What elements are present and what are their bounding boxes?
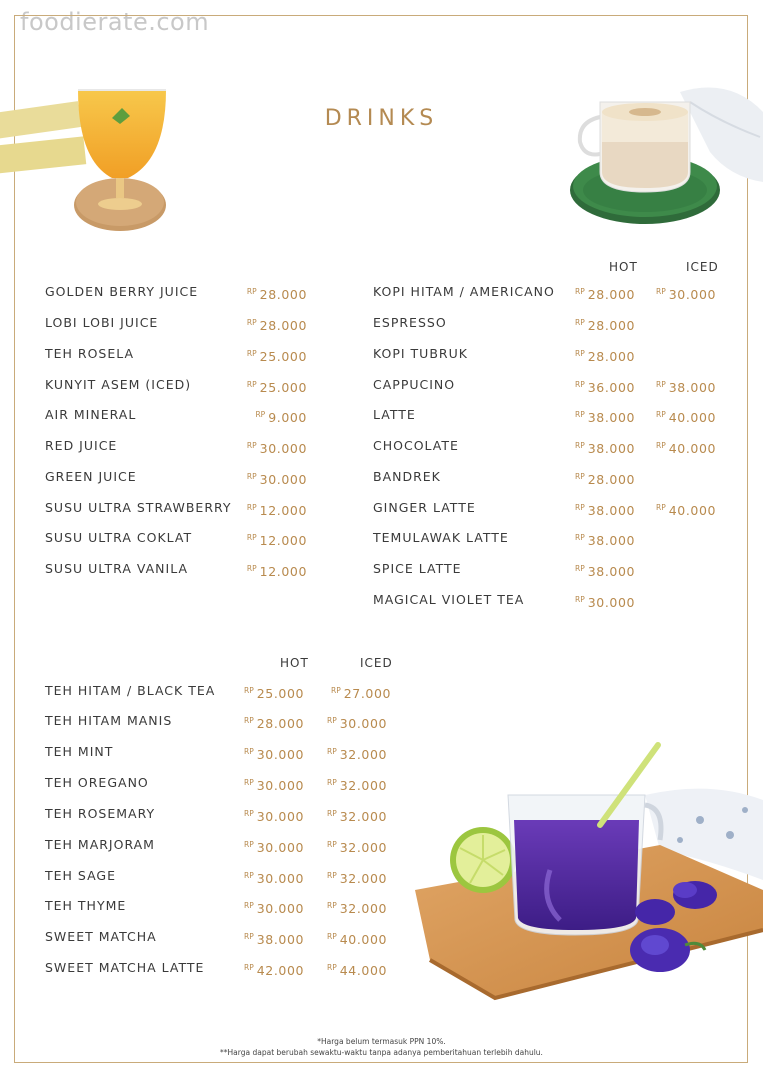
price-value: 28.000	[259, 287, 307, 302]
price-value: 32.000	[339, 901, 388, 916]
currency-label: RP	[246, 503, 257, 512]
menu-item	[45, 866, 395, 886]
iced-price	[327, 896, 387, 919]
menu-item	[373, 405, 723, 425]
hot-price	[244, 835, 304, 858]
price-value: 30.000	[587, 595, 636, 610]
currency-label: RP	[327, 932, 337, 941]
currency-label: RP	[246, 318, 257, 327]
menu-item	[45, 742, 395, 762]
iced-price	[327, 742, 387, 765]
price-value: 38.000	[587, 441, 636, 456]
price-value: 28.000	[587, 349, 636, 364]
currency-label: RP	[575, 318, 585, 327]
currency-label: RP	[327, 809, 337, 818]
menu-item	[45, 559, 310, 579]
price-value: 9.000	[268, 410, 307, 425]
price-value: 40.000	[339, 932, 388, 947]
currency-label: RP	[244, 809, 254, 818]
menu-item	[373, 344, 723, 364]
item-name: KUNYIT ASEM (ICED)	[45, 377, 192, 392]
hot-price	[575, 528, 635, 551]
hot-price	[244, 896, 304, 919]
item-name: SUSU ULTRA COKLAT	[45, 530, 193, 545]
tax-footnote: *Harga belum termasuk PPN 10%.	[317, 1037, 446, 1046]
item-name: TEH THYME	[45, 898, 127, 913]
price-value: 25.000	[256, 686, 305, 701]
currency-label: RP	[575, 503, 585, 512]
hot-price	[575, 467, 635, 490]
hot-price	[244, 804, 304, 827]
item-name: TEH MINT	[45, 744, 114, 759]
price-value: 30.000	[668, 287, 717, 302]
price-value: 30.000	[339, 716, 388, 731]
price-value: 32.000	[339, 840, 388, 855]
iced-price	[327, 866, 387, 889]
price-value: 25.000	[259, 349, 307, 364]
hot-price	[575, 590, 635, 613]
menu-item	[45, 436, 310, 456]
item-price	[247, 344, 307, 367]
currency-label: RP	[246, 349, 257, 358]
currency-label: RP	[244, 716, 254, 725]
hot-price	[244, 927, 304, 950]
item-price	[247, 375, 307, 398]
menu-item	[45, 498, 310, 518]
hot-price	[244, 958, 304, 981]
iced-price	[656, 498, 716, 521]
price-value: 27.000	[343, 686, 392, 701]
price-value: 12.000	[259, 533, 307, 548]
currency-label: RP	[575, 564, 585, 573]
menu-item	[373, 282, 723, 302]
item-name: GINGER LATTE	[373, 500, 476, 515]
price-value: 30.000	[256, 778, 305, 793]
item-price	[247, 436, 307, 459]
price-value: 38.000	[256, 932, 305, 947]
item-name: CAPPUCINO	[373, 377, 456, 392]
hot-price	[244, 742, 304, 765]
hot-price	[244, 681, 304, 704]
menu-item	[45, 773, 395, 793]
hot-price	[575, 498, 635, 521]
iced-price	[656, 436, 716, 459]
price-value: 40.000	[668, 441, 717, 456]
iced-price	[327, 835, 387, 858]
currency-label: RP	[575, 380, 585, 389]
menu-item	[45, 804, 395, 824]
price-value: 42.000	[256, 963, 305, 978]
currency-label: RP	[656, 503, 666, 512]
currency-label: RP	[244, 686, 254, 695]
item-name: BANDREK	[373, 469, 441, 484]
hot-price	[244, 866, 304, 889]
item-name: TEMULAWAK LATTE	[373, 530, 509, 545]
price-value: 38.000	[587, 564, 636, 579]
currency-label: RP	[246, 380, 257, 389]
item-name: SWEET MATCHA LATTE	[45, 960, 205, 975]
menu-title: DRINKS	[324, 106, 439, 131]
currency-label: RP	[656, 441, 666, 450]
price-change-footnote: **Harga dapat berubah sewaktu-waktu tanpa adanya pemberitahuan terlebih dahulu.	[220, 1048, 543, 1057]
currency-label: RP	[575, 472, 585, 481]
watermark: foodierate.com	[20, 8, 210, 36]
currency-label: RP	[575, 595, 585, 604]
item-name: GOLDEN BERRY JUICE	[45, 284, 199, 299]
item-price	[247, 528, 307, 551]
iced-price	[331, 681, 391, 704]
price-value: 30.000	[256, 901, 305, 916]
menu-item	[45, 835, 395, 855]
menu-item	[45, 467, 310, 487]
menu-item	[45, 896, 395, 916]
item-name: MAGICAL VIOLET TEA	[373, 592, 525, 607]
currency-label: RP	[244, 963, 254, 972]
item-name: AIR MINERAL	[45, 407, 137, 422]
menu-item	[373, 498, 723, 518]
price-value: 30.000	[256, 871, 305, 886]
iced-price	[327, 804, 387, 827]
price-value: 32.000	[339, 778, 388, 793]
price-value: 38.000	[587, 503, 636, 518]
currency-label: RP	[656, 287, 666, 296]
menu-item	[45, 313, 310, 333]
price-value: 12.000	[259, 564, 307, 579]
currency-label: RP	[327, 963, 337, 972]
currency-label: RP	[327, 901, 337, 910]
iced-price	[327, 927, 387, 950]
currency-label: RP	[246, 533, 257, 542]
item-name: KOPI HITAM / AMERICANO	[373, 284, 555, 299]
price-value: 32.000	[339, 871, 388, 886]
currency-label: RP	[244, 840, 254, 849]
price-value: 28.000	[587, 318, 636, 333]
coffee-hot-header: HOT	[609, 260, 638, 274]
menu-item	[373, 528, 723, 548]
price-value: 28.000	[587, 472, 636, 487]
menu-item	[45, 958, 395, 978]
currency-label: RP	[575, 410, 585, 419]
price-value: 36.000	[587, 380, 636, 395]
menu-item	[373, 375, 723, 395]
hot-price	[575, 405, 635, 428]
item-name: TEH ROSELA	[45, 346, 135, 361]
item-price	[247, 498, 307, 521]
iced-price	[656, 282, 716, 305]
item-name: SWEET MATCHA	[45, 929, 157, 944]
menu-item	[373, 467, 723, 487]
item-name: ESPRESSO	[373, 315, 447, 330]
iced-price	[656, 405, 716, 428]
item-name: LOBI LOBI JUICE	[45, 315, 159, 330]
menu-item	[373, 590, 723, 610]
currency-label: RP	[656, 410, 666, 419]
item-name: TEH HITAM MANIS	[45, 713, 173, 728]
currency-label: RP	[327, 716, 337, 725]
item-name: TEH SAGE	[45, 868, 116, 883]
coffee-iced-header: ICED	[686, 260, 719, 274]
currency-label: RP	[327, 871, 337, 880]
hot-price	[244, 773, 304, 796]
price-value: 28.000	[256, 716, 305, 731]
item-name: RED JUICE	[45, 438, 118, 453]
item-name: KOPI TUBRUK	[373, 346, 468, 361]
currency-label: RP	[331, 686, 341, 695]
item-name: TEH ROSEMARY	[45, 806, 156, 821]
menu-item	[45, 681, 395, 701]
price-value: 12.000	[259, 503, 307, 518]
hot-price	[244, 711, 304, 734]
price-value: 28.000	[259, 318, 307, 333]
currency-label: RP	[244, 747, 254, 756]
currency-label: RP	[246, 564, 257, 573]
price-value: 32.000	[339, 747, 388, 762]
item-name: GREEN JUICE	[45, 469, 137, 484]
price-value: 44.000	[339, 963, 388, 978]
item-price	[247, 313, 307, 336]
tea-iced-header: ICED	[360, 656, 393, 670]
menu-item	[45, 282, 310, 302]
price-value: 40.000	[668, 503, 717, 518]
iced-price	[327, 711, 387, 734]
menu-item	[45, 405, 310, 425]
price-value: 30.000	[256, 747, 305, 762]
price-value: 38.000	[668, 380, 717, 395]
menu-item	[45, 344, 310, 364]
item-name: TEH MARJORAM	[45, 837, 155, 852]
price-value: 28.000	[587, 287, 636, 302]
price-value: 30.000	[256, 840, 305, 855]
price-value: 38.000	[587, 533, 636, 548]
item-price	[247, 282, 307, 305]
menu-item	[373, 436, 723, 456]
currency-label: RP	[244, 871, 254, 880]
price-value: 30.000	[256, 809, 305, 824]
price-value: 30.000	[259, 472, 307, 487]
hot-price	[575, 436, 635, 459]
item-name: CHOCOLATE	[373, 438, 459, 453]
menu-item	[45, 927, 395, 947]
hot-price	[575, 375, 635, 398]
item-name: SUSU ULTRA STRAWBERRY	[45, 500, 232, 515]
item-name: TEH HITAM / BLACK TEA	[45, 683, 216, 698]
butterfly-pea-tea-image	[410, 740, 763, 1005]
currency-label: RP	[327, 840, 337, 849]
iced-price	[327, 773, 387, 796]
currency-label: RP	[656, 380, 666, 389]
currency-label: RP	[246, 287, 257, 296]
menu-item	[45, 711, 395, 731]
price-value: 25.000	[259, 380, 307, 395]
currency-label: RP	[255, 410, 266, 419]
iced-price	[327, 958, 387, 981]
menu-item	[45, 375, 310, 395]
currency-label: RP	[575, 287, 585, 296]
menu-item	[373, 559, 723, 579]
currency-label: RP	[575, 349, 585, 358]
hot-price	[575, 344, 635, 367]
currency-label: RP	[246, 441, 257, 450]
price-value: 32.000	[339, 809, 388, 824]
currency-label: RP	[246, 472, 257, 481]
price-value: 30.000	[259, 441, 307, 456]
hot-price	[575, 559, 635, 582]
currency-label: RP	[327, 778, 337, 787]
item-name: TEH OREGANO	[45, 775, 149, 790]
currency-label: RP	[575, 533, 585, 542]
item-price	[247, 559, 307, 582]
currency-label: RP	[244, 932, 254, 941]
price-value: 38.000	[587, 410, 636, 425]
orange-juice-glass-image	[0, 80, 175, 240]
item-name: SUSU ULTRA VANILA	[45, 561, 189, 576]
iced-price	[656, 375, 716, 398]
price-value: 40.000	[668, 410, 717, 425]
item-price	[255, 405, 307, 428]
hot-price	[575, 313, 635, 336]
currency-label: RP	[244, 778, 254, 787]
item-name: SPICE LATTE	[373, 561, 462, 576]
tea-hot-header: HOT	[280, 656, 309, 670]
hot-price	[575, 282, 635, 305]
currency-label: RP	[244, 901, 254, 910]
item-price	[247, 467, 307, 490]
currency-label: RP	[575, 441, 585, 450]
menu-item	[373, 313, 723, 333]
currency-label: RP	[327, 747, 337, 756]
item-name: LATTE	[373, 407, 416, 422]
menu-item	[45, 528, 310, 548]
